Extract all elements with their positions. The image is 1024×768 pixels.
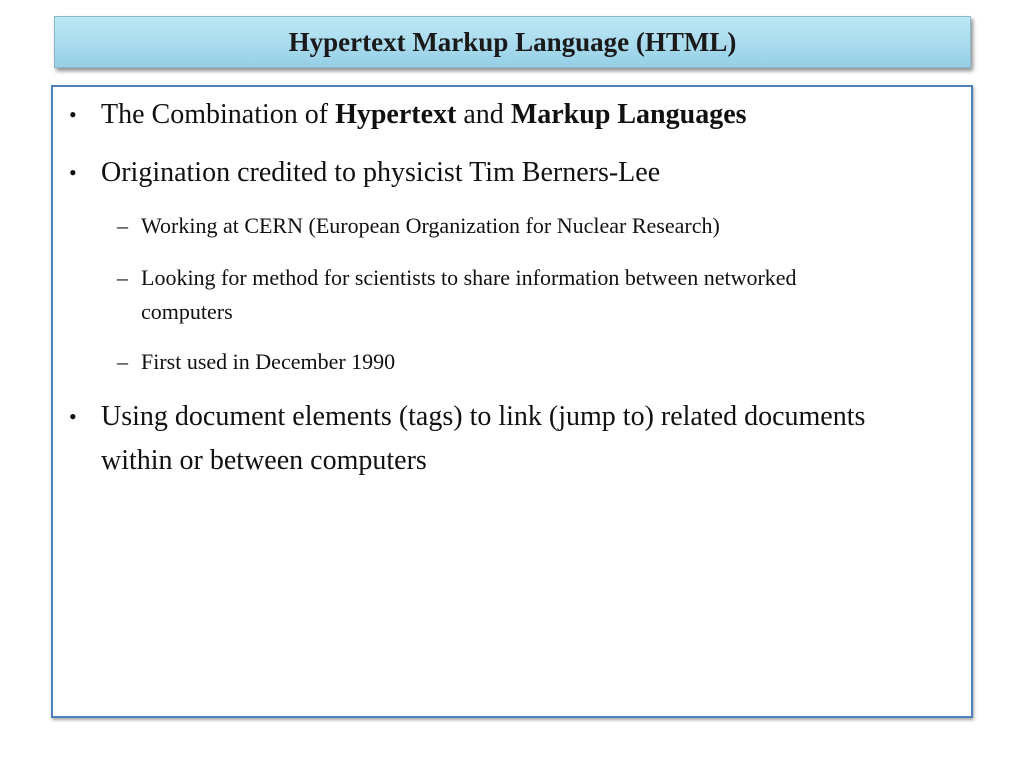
sub-marker: –	[117, 265, 128, 290]
title-bar	[54, 16, 971, 68]
sub-marker: –	[117, 213, 128, 238]
bullet-marker: •	[69, 102, 77, 127]
sub-text: Looking for method for scientists to share information between networked computers	[141, 265, 797, 324]
bullet-text	[101, 93, 911, 137]
bullet-text: Origination credited to physicist Tim Berners-Lee	[101, 157, 661, 188]
bold-term-hypertext: Hypertext	[335, 99, 457, 130]
sub-text: First used in December 1990	[141, 349, 396, 374]
bullet-text-prefix: The Combination of	[101, 99, 336, 130]
bold-term-markup-languages: Markup Languages	[510, 99, 747, 130]
bullet-text-middle: and	[456, 99, 511, 130]
sub-text: Working at CERN (European Organization for Nuclear Research)	[141, 213, 720, 238]
slide-title: Hypertext Markup Language (HTML)	[288, 26, 737, 57]
bullet-marker: •	[69, 160, 77, 185]
sub-marker: –	[117, 349, 128, 374]
bullet-marker: •	[69, 404, 77, 429]
bullet-text: Using document elements (tags) to link (jump to) related documents within or between computers	[101, 401, 866, 476]
content-box	[51, 85, 973, 718]
